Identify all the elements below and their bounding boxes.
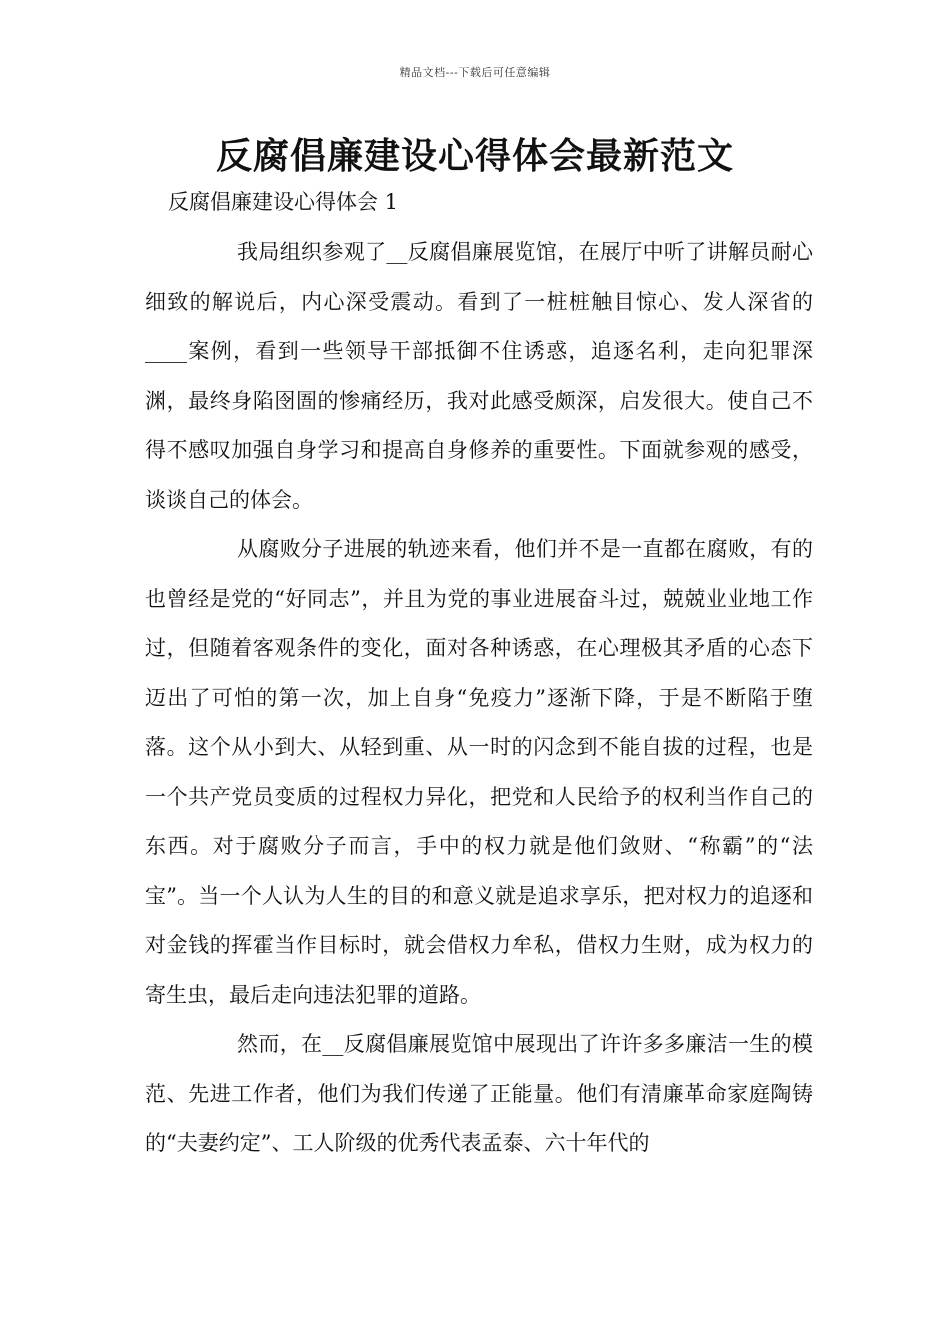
section-subtitle: 反腐倡廉建设心得体会 1 — [168, 190, 399, 214]
document-body — [145, 228, 813, 1169]
paragraph: 从腐败分子进展的轨迹来看，他们并不是一直都在腐败，有的也曾经是党的“好同志”，并且为党的事业进展奋斗过，兢兢业业地工作过，但随着客观条件的变化，面对各种诱惑，在心理极其矛盾的心态下迈出了可怕的第一次，加上自身“免疫力”逐渐下降，于是不断陷于堕落。这个从小到大、从轻到重、从一时的闪念到不能自拔的过程，也是一个共产党员变质的过程权力异化，把党和人民给予的权利当作自己的东西。对于腐败分子而言，手中的权力就是他们敛财、“称霸”的“法宝”。当一个人认为人生的目的和意义就是追求享乐，把对权力的追逐和对金钱的挥霍当作目标时，就会借权力牟私，借权力生财，成为权力的寄生虫，最后走向违法犯罪的道路。 — [145, 537, 813, 1007]
paragraph: 然而，在__反腐倡廉展览馆中展现出了许许多多廉洁一生的模范、先进工作者，他们为我们传递了正能量。他们有清廉革命家庭陶铸的“夫妻约定”、工人阶级的优秀代表孟泰、六十年代的 — [145, 1032, 813, 1155]
page-header-note: 精品文档---下载后可任意编辑 — [399, 66, 551, 79]
paragraph: 我局组织参观了__反腐倡廉展览馆，在展厅中听了讲解员耐心细致的解说后，内心深受震动。看到了一桩桩触目惊心、发人深省的____案例，看到一些领导干部抵御不住诱惑，追逐名利，走向犯罪深渊，最终身陷囹圄的惨痛经历，我对此感受颇深，启发很大。使自己不得不感叹加强自身学习和提高自身修养的重要性。下面就参观的感受，谈谈自己的体会。 — [145, 240, 813, 512]
document-title: 反腐倡廉建设心得体会最新范文 — [215, 135, 734, 177]
